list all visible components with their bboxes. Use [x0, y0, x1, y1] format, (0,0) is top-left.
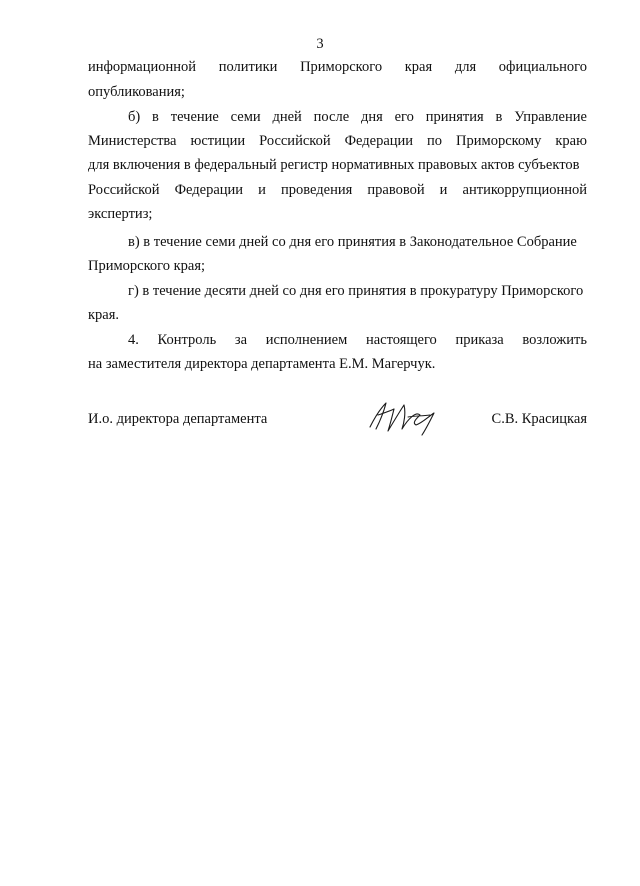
- word: Российской: [88, 182, 160, 198]
- word: течение: [170, 109, 219, 125]
- p3-line2: Приморского края;: [88, 258, 206, 274]
- page-number: 3: [316, 36, 324, 52]
- word: Управление: [514, 109, 587, 125]
- word: Контроль: [157, 332, 217, 348]
- word: Приморского: [300, 59, 383, 75]
- word: Министерства: [88, 133, 177, 149]
- p5-line1: [128, 331, 587, 349]
- p2-line5: экспертиз;: [88, 206, 153, 222]
- word: приказа: [455, 332, 504, 348]
- word: информационной: [88, 59, 197, 75]
- p2-line4: [88, 181, 587, 199]
- handwritten-signature: [364, 397, 444, 437]
- word: Федерации: [344, 133, 414, 149]
- word: антикоррупционной: [462, 182, 587, 198]
- word: Российской: [259, 133, 331, 149]
- p1-line2: опубликования;: [88, 84, 185, 100]
- word: настоящего: [365, 332, 437, 348]
- word: политики: [218, 59, 278, 75]
- word: правовой: [367, 182, 425, 198]
- word: края: [404, 59, 433, 75]
- signer-position: И.о. директора департамента: [88, 411, 268, 427]
- p1-line1: [88, 58, 587, 76]
- p2-line2: [88, 132, 587, 150]
- word: за: [234, 332, 248, 348]
- word: Федерации: [174, 182, 244, 198]
- word: возложить: [522, 332, 587, 348]
- word: его: [394, 109, 414, 125]
- word: Приморскому: [456, 133, 542, 149]
- word: семи: [230, 109, 261, 125]
- p3-line1: в) в течение семи дней со дня его принятия в Законодательное Собрание: [128, 234, 577, 250]
- word: после: [313, 109, 350, 125]
- p5-line2: на заместителя директора департамента Е.М. Магерчук.: [88, 356, 436, 372]
- word: исполнением: [265, 332, 348, 348]
- word: по: [427, 133, 443, 149]
- word: проведения: [281, 182, 353, 198]
- word: юстиции: [190, 133, 246, 149]
- word: краю: [555, 133, 587, 149]
- word: в: [152, 109, 159, 125]
- word: дней: [272, 109, 302, 125]
- word: дня: [360, 109, 383, 125]
- word: и: [439, 182, 448, 198]
- word: и: [258, 182, 266, 198]
- word: принятия: [425, 109, 484, 125]
- p4-line1: г) в течение десяти дней со дня его принятия в прокуратуру Приморского: [128, 283, 584, 299]
- p2-line1: [128, 108, 587, 126]
- word: официального: [498, 59, 587, 75]
- signer-name: С.В. Красицкая: [491, 411, 587, 427]
- word: б): [128, 109, 141, 125]
- word: 4.: [128, 332, 139, 348]
- p4-line2: края.: [88, 307, 120, 323]
- word: в: [495, 109, 503, 125]
- word: для: [454, 59, 477, 75]
- p2-line3: для включения в федеральный регистр нормативных правовых актов субъектов: [88, 157, 580, 173]
